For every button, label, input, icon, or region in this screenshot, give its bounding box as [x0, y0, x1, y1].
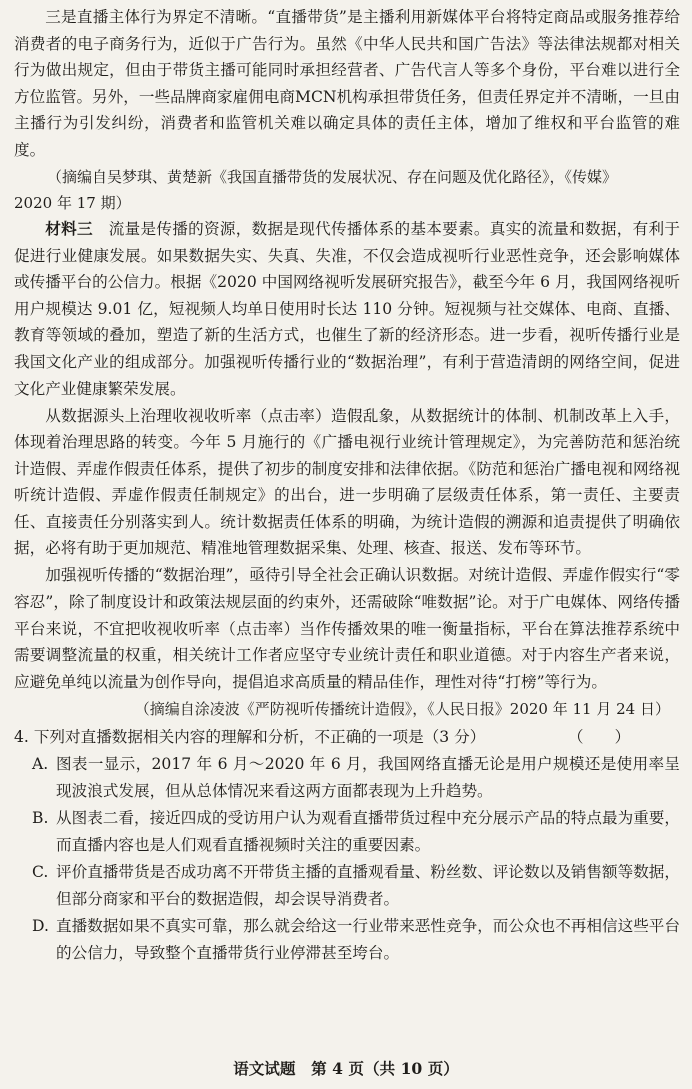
material-three-text: 流量是传播的资源，数据是现代传播体系的基本要素。真实的流量和数据，有利于促进行业健康发展。如果数据失实、失真、失准，不仅会造成视听行业恶性竞争，还会影响媒体或传播平台的公信力。根据《2020 中国网络视听发展研究报告》，截至今年 6 月，我国网络视听用户规模达 9.01 亿，短视频人均单日使用时长达 110 分钟。短视频与社交媒体、电商、直播、教育等领域的叠加，塑造了新的生活方式，也催生了新的经济形态。进一步看，视听传播行业是我国文化产业的组成部分。加强视听传播行业的“数据治理”，有利于营造清朗的网络空间，促进文化产业健康繁荣发展。 — [14, 219, 680, 398]
material-three-label: 材料三 — [45, 218, 93, 238]
question-4-text: 4. 下列对直播数据相关内容的理解和分析，不正确的一项是（3 分） — [14, 727, 486, 746]
paragraph-data-governance: 加强视听传播的“数据治理”，亟待引导全社会正确认识数据。对统计造假、弄虚作假实行“零容忍”，除了制度设计和政策法规层面的约束外，还需破除“唯数据”论。对于广电媒体、网络传播平台来说，不宜把收视收听率（点击率）当作传播效果的唯一衡量指标，平台在算法推荐系统中需要调整流量的权重，相关统计工作者应坚守专业统计责任和职业道德。对于内容生产者来说，应避免单纯以流量为创作导向，提倡追求高质量的精品佳作，理性对待“打榜”等行为。 — [14, 566, 680, 691]
option-c-letter: C. — [32, 862, 49, 881]
option-a-letter: A. — [32, 754, 49, 773]
option-d[interactable] — [14, 913, 680, 967]
paragraph-direct-subject: 三是直播主体行为界定不清晰。“直播带货”是主播利用新媒体平台将特定商品或服务推荐给消费者的电子商务行为，近似于广告行为。虽然《中华人民共和国广告法》等法律法规都对相关行为做出规定，但由于带货主播可能同时承担经营者、广告代言人等多个身份，平台难以进行全方位监管。另外，一些品牌商家雇佣电商MCN机构承担带货任务，但责任界定并不清晰，一旦由主播行为引发纠纷，消费者和监管机关难以确定具体的责任主体，增加了维权和平台监管的难度。 — [14, 8, 680, 159]
page-footer: 语文试题 第 4 页（共 10 页） — [233, 1059, 459, 1078]
option-a[interactable] — [14, 751, 680, 805]
answer-blank[interactable]: （ ） — [567, 727, 638, 746]
source-citation-2: （摘编自涂凌波《严防视听传播统计造假》，《人民日报》2020 年 11 月 24 日） — [134, 699, 670, 718]
option-d-letter: D. — [32, 916, 49, 935]
option-b-text: 从图表二看，接近四成的受访用户认为观看直播带货过程中充分展示产品的特点最为重要，而直播内容也是人们观看直播视频时关注的重要因素。 — [56, 808, 680, 854]
source-citation-1-line2: 2020 年 17 期） — [14, 193, 131, 212]
option-c[interactable] — [14, 859, 680, 913]
option-b[interactable] — [14, 805, 680, 859]
paragraph-material-three — [14, 216, 680, 402]
paragraph-data-source-governance: 从数据源头上治理收视收听率（点击率）造假乱象，从数据统计的体制、机制改革上入手，体现着治理思路的转变。今年 5 月施行的《广播电视行业统计管理规定》，为完善防范和惩治统计造假、弄虚作假责任体系，提供了初步的制度安排和法律依据。《防范和惩治广播电视和网络视听统计造假、弄虚作假责任制规定》的出台，进一步明确了层级责任体系，第一责任、主要责任、直接责任分别落实到人。统计数据责任体系的明确，为统计造假的溯源和追责提供了明确依据，必将有助于更加规范、精准地管理数据采集、处理、核查、报送、发布等环节。 — [14, 406, 680, 558]
option-b-letter: B. — [32, 808, 49, 827]
option-c-text: 评价直播带货是否成功离不开带货主播的直播观看量、粉丝数、评论数以及销售额等数据，但部分商家和平台的数据造假，却会误导消费者。 — [56, 862, 680, 908]
question-4-stem — [14, 724, 680, 751]
option-d-text: 直播数据如果不真实可靠，那么就会给这一行业带来恶性竞争，而公众也不再相信这些平台的公信力，导致整个直播带货行业停滞甚至垮台。 — [56, 916, 680, 962]
option-a-text: 图表一显示，2017 年 6 月～2020 年 6 月，我国网络直播无论是用户规模还是使用率呈现波浪式发展，但从总体情况来看这两方面都表现为上升趋势。 — [56, 754, 680, 800]
source-citation-1-line1: （摘编自吴梦琪、黄楚新《我国直播带货的发展状况、存在问题及优化路径》，《传媒》 — [47, 167, 618, 186]
